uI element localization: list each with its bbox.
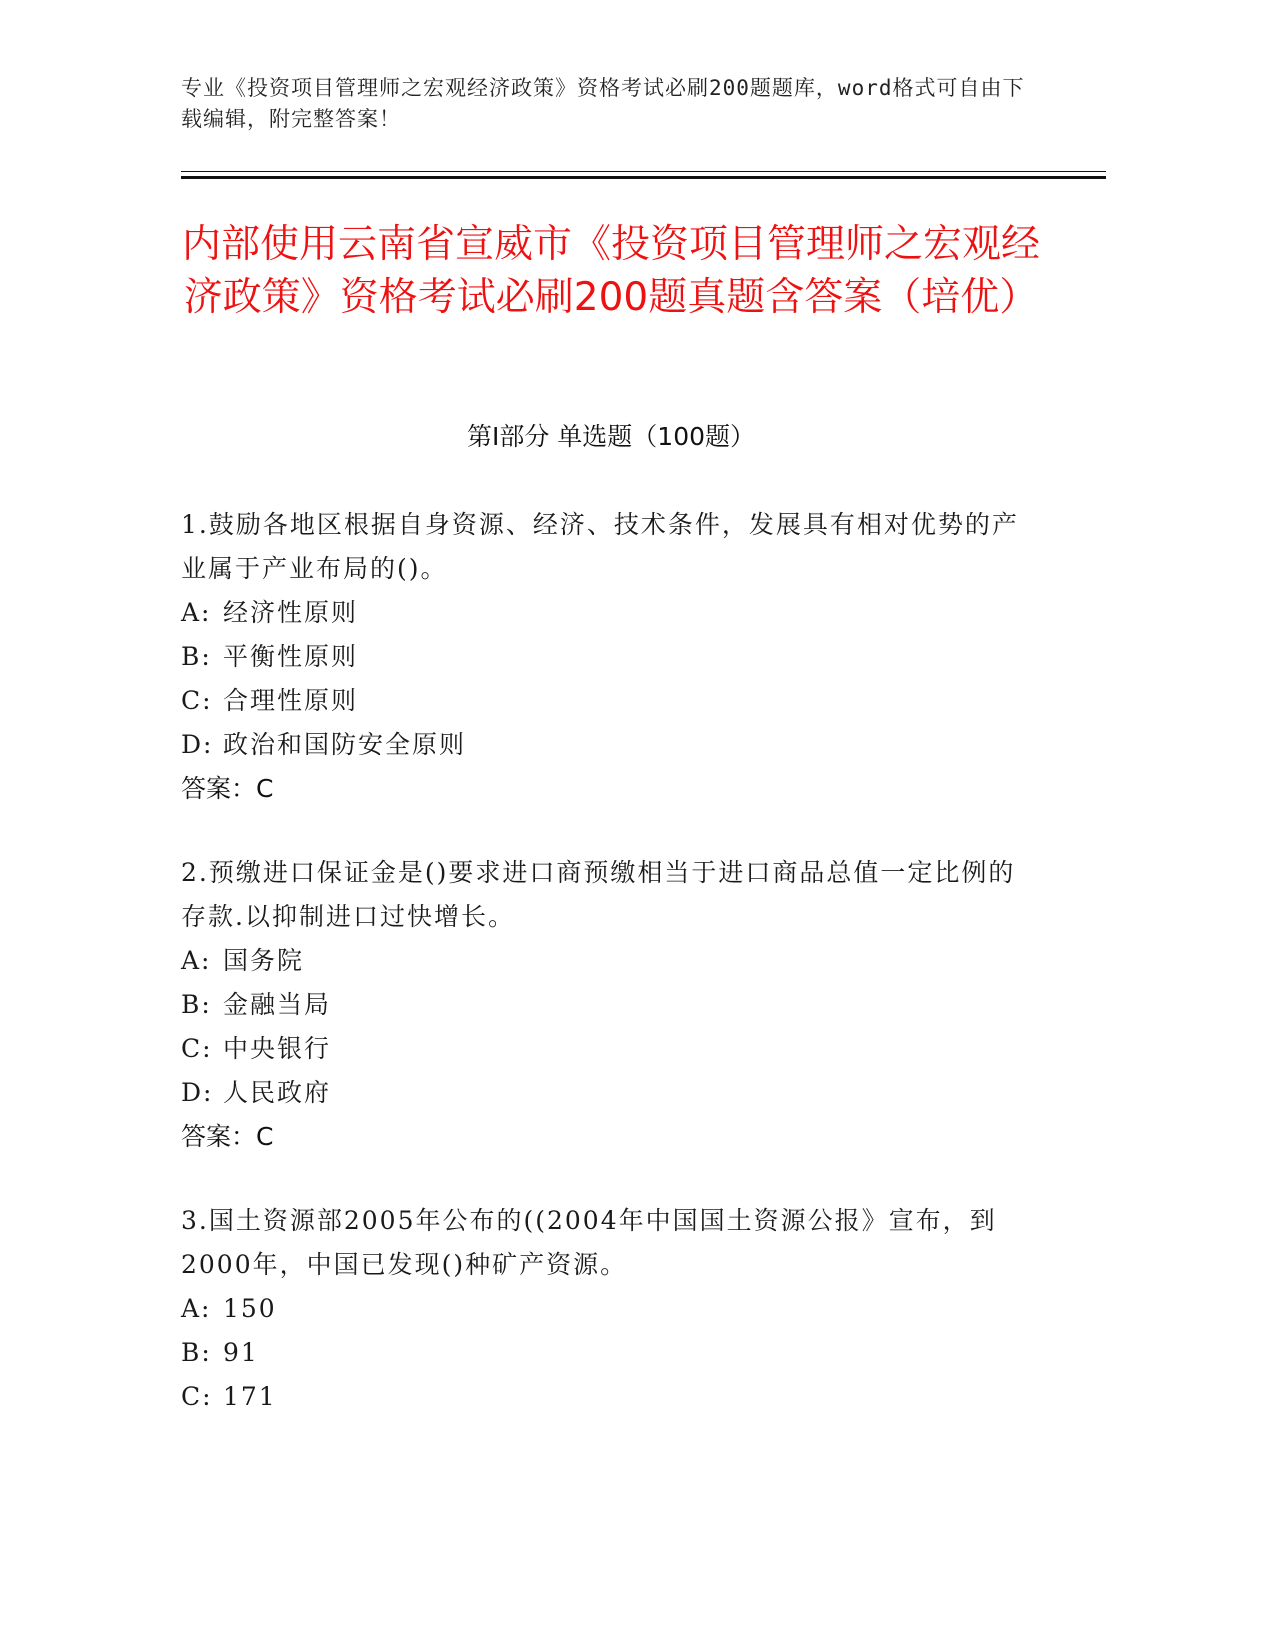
option-key: B: (181, 990, 212, 1019)
option-text: 政治和国防安全原则 (223, 730, 467, 759)
option-key: A: (181, 1294, 212, 1323)
question-stem: 2.预缴进口保证金是()要求进口商预缴相当于进口商品总值一定比例的存款.以抑制进口过快增长。 (181, 858, 1016, 931)
option-key: B: (181, 642, 212, 671)
option-b (181, 1331, 1041, 1375)
option-key: D: (181, 1078, 214, 1107)
question-1 (181, 503, 1041, 811)
header-note: 专业《投资项目管理师之宏观经济政策》资格考试必刷200题题库，word格式可自由下载编辑，附完整答案！ (181, 76, 1025, 131)
question-3 (181, 1199, 1041, 1419)
option-text: 平衡性原则 (223, 642, 359, 671)
option-a (181, 1287, 1041, 1331)
option-d (181, 1071, 1041, 1115)
option-c (181, 1375, 1041, 1419)
option-key: D: (181, 730, 214, 759)
option-a (181, 591, 1041, 635)
option-key: A: (181, 598, 212, 627)
option-text: 经济性原则 (223, 598, 359, 627)
option-text: 人民政府 (223, 1078, 332, 1107)
option-a (181, 939, 1041, 983)
answer: 答案：C (181, 774, 274, 803)
option-text: 中央银行 (223, 1034, 332, 1063)
option-text: 国务院 (223, 946, 305, 975)
option-d (181, 723, 1041, 767)
option-key: C: (181, 1034, 213, 1063)
option-c (181, 1027, 1041, 1071)
option-key: A: (181, 946, 212, 975)
option-c (181, 679, 1041, 723)
option-b (181, 983, 1041, 1027)
option-key: C: (181, 686, 213, 715)
option-key: C: (181, 1382, 213, 1411)
header-divider-thin (181, 171, 1106, 172)
section-heading: 第Ⅰ部分 单选题（100题） (466, 422, 756, 451)
option-key: B: (181, 1338, 212, 1367)
option-text: 金融当局 (223, 990, 332, 1019)
option-text: 150 (223, 1294, 277, 1323)
option-b (181, 635, 1041, 679)
option-text: 91 (223, 1338, 259, 1367)
question-stem: 3.国土资源部2005年公布的((2004年中国国土资源公报》宣布，到2000年，中国已发现()种矿产资源。 (181, 1206, 997, 1279)
option-text: 合理性原则 (223, 686, 359, 715)
question-2 (181, 851, 1041, 1159)
header-divider-thick (181, 176, 1106, 179)
question-stem: 1.鼓励各地区根据自身资源、经济、技术条件，发展具有相对优势的产业属于产业布局的()。 (181, 510, 1019, 583)
document-title: 内部使用云南省宣威市《投资项目管理师之宏观经济政策》资格考试必刷200题真题含答案（培优） (181, 222, 1040, 320)
answer: 答案：C (181, 1122, 274, 1151)
option-text: 171 (223, 1382, 277, 1411)
